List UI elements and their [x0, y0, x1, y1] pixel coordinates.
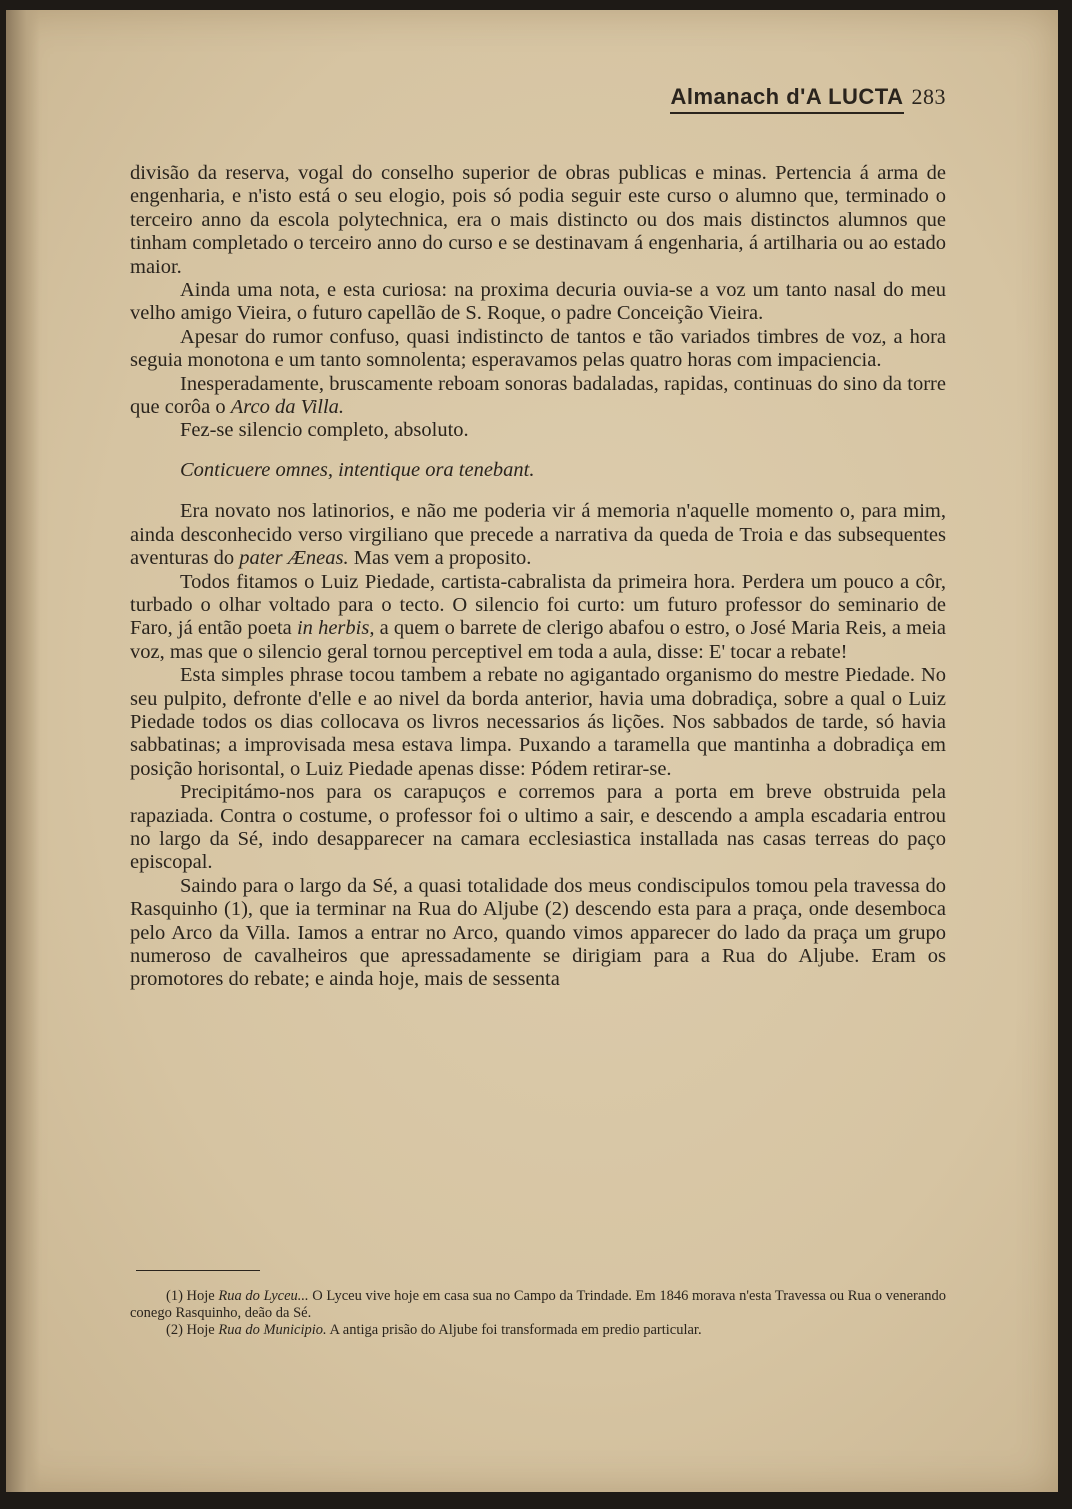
paragraph-10: Saindo para o largo da Sé, a quasi totalidade dos meus condiscipulos tomou pela travessa do Rasquinho (1), que ia terminar na Rua do Aljube (2) descendo esta para a praça, onde desemboca pelo Arco da Villa. Iamos a entrar no Arco, quando vimos apparecer do lado da praça um grupo numeroso de cavalheiros que apressadamente se dirigiam para a Rua do Aljube. Eram os promotores do rebate; e ainda hoje, mais de sessenta	[130, 874, 946, 991]
paragraph-6-text: Era novato nos latinorios, e não me poderia vir á memoria n'aquelle momento o, para mim, ainda desconhecido verso virgiliano que precede a narrativa da queda de Troia e das subsequentes aventuras do	[130, 500, 946, 570]
paragraph-5: Fez-se silencio completo, absoluto.	[180, 419, 469, 442]
paragraph-7-tail: a quem o barrete de clerigo abafou o estro, o José Maria Reis, a meia voz, mas que o silencio geral tornou perceptivel em toda a aula, disse: E' tocar a rebate!	[130, 617, 947, 663]
running-header	[130, 84, 946, 114]
footnote-2-text: A antiga prisão do Aljube foi transformada em predio particular.	[329, 1322, 702, 1338]
almanach-title: Almanach d'A LUCTA	[670, 84, 903, 114]
paragraph-3: Apesar do rumor confuso, quasi indistincto de tantos e tão variados timbres de voz, a hora seguia monotona e um tanto somnolenta; esperavamos pelas quatro horas com impaciencia.	[130, 325, 946, 372]
paragraph-6-tail: Mas vem a proposito.	[353, 547, 532, 570]
paragraph-6	[130, 500, 946, 570]
page-number: 283	[911, 84, 946, 109]
paragraph-4-italic: Arco da Villa.	[230, 396, 345, 419]
paragraph-7-italic: in herbis,	[296, 617, 375, 640]
paragraph-9: Precipitámo-nos para os carapuços e corremos para a porta em breve obstruida pela rapaziada. Contra o costume, o professor foi o ultimo a sair, e descendo a ampla escadaria entrou no largo da Sé, indo desapparecer na camara ecclesiastica installada nas casas terreas do paço episcopal.	[130, 781, 946, 874]
paragraph-8: Esta simples phrase tocou tambem a rebate no agigantado organismo do mestre Piedade. No seu pulpito, defronte d'elle e ao nivel da borda anterior, havia uma dobradiça, sobre a qual o Luiz Piedade todos os dias collocava os livros necessarios ás lições. Nos sabbados de tarde, só havia sabbatinas; a improvisada mesa estava limpa. Puxando a taramella que mantinha a dobradiça em posição horisontal, o Luiz Piedade apenas disse: Pódem retirar-se.	[130, 664, 946, 780]
footnote-2-italic: Rua do Municipio.	[218, 1322, 327, 1338]
footnote-2	[130, 1322, 946, 1339]
paragraph-7	[130, 571, 946, 665]
paragraph-6-italic: pater Æneas.	[239, 547, 349, 570]
footnote-2-marker: (2) Hoje	[166, 1322, 215, 1338]
paragraph-4	[130, 373, 946, 420]
footnote-1-marker: (1) Hoje	[166, 1288, 215, 1304]
footnote-1-italic: Rua do Lyceu...	[218, 1288, 309, 1304]
paragraph-4-text: Inesperadamente, bruscamente reboam sonoras badaladas, rapidas, continuas do sino da torre que corôa o	[130, 372, 946, 419]
page-binding-shadow	[6, 10, 40, 1492]
paragraph-7-text: Todos fitamos o Luiz Piedade, cartista-cabralista da primeira hora. Perdera um pouco a côr, turbado o olhar voltado para o tecto. O silencio foi curto: um futuro professor do seminario de Faro, já então poeta	[130, 570, 946, 640]
paragraph-2: Ainda uma nota, e esta curiosa: na proxima decuria ouvia-se a voz um tanto nasal do meu velho amigo Vieira, o futuro capellão de S. Roque, o padre Conceição Vieira.	[130, 279, 946, 325]
footnote-1	[130, 1288, 946, 1322]
latin-verse: Conticuere omnes, intentique ora tenebant.	[180, 458, 535, 481]
footnotes	[130, 1288, 946, 1339]
body-text	[130, 162, 946, 992]
footnote-1-text: O Lyceu vive hoje em casa sua no Campo da Trindade. Em 1846 morava n'esta Travessa ou Rua o venerando conego Rasquinho, deão da Sé.	[130, 1288, 947, 1321]
footnote-divider	[136, 1270, 260, 1271]
paragraph-1: divisão da reserva, vogal do conselho superior de obras publicas e minas. Pertencia á arma de engenharia, e n'isto está o seu elogio, pois só podia seguir este curso o alumno que, terminado o terceiro anno da escola polytechnica, era o mais distincto ou dos mais distinctos alumnos que tinham completado o terceiro anno do curso e se destinavam á engenharia, á artilharia ou ao estado maior.	[130, 162, 946, 278]
